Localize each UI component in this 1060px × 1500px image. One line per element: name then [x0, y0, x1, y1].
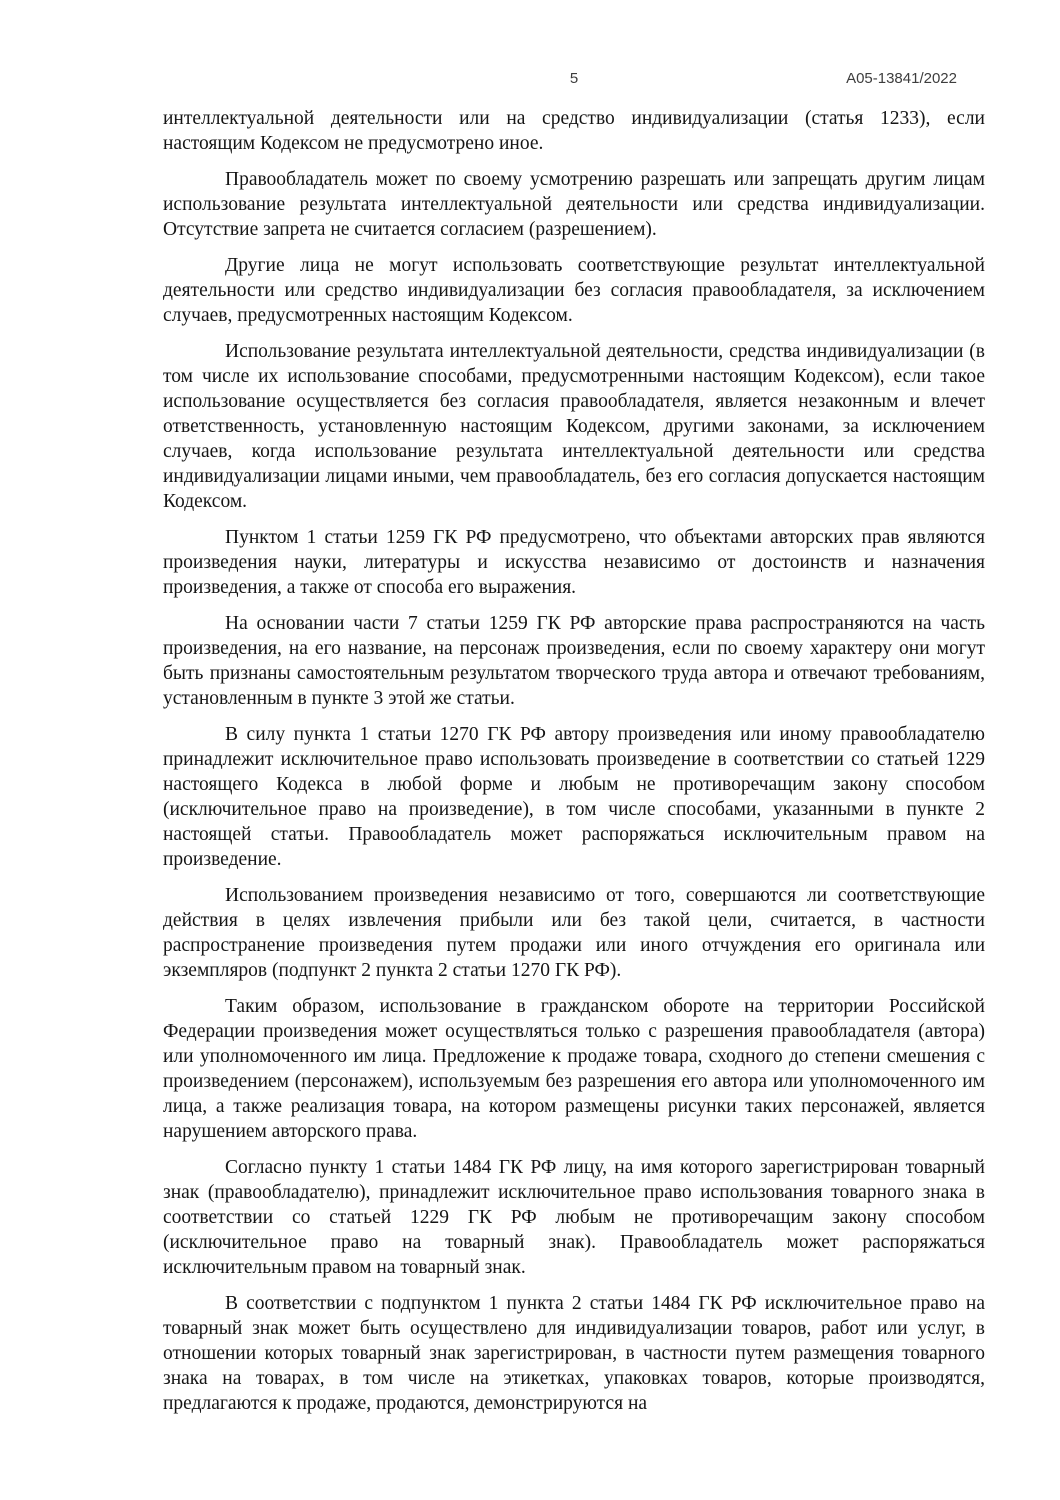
- paragraph: Правообладатель может по своему усмотрению разрешать или запрещать другим лицам использование результата интеллектуальной деятельности или средства индивидуализации. Отсутствие запрета не считается согласием (разрешением).: [163, 169, 985, 240]
- paragraph: Согласно пункту 1 статьи 1484 ГК РФ лицу, на имя которого зарегистрирован товарный знак (правообладателю), принадлежит исключительное право использования товарного знака в соответствии со статьей 1229 ГК РФ любым не противоречащим закону способом (исключительное право на товарный знак). Правообладатель может распоряжаться исключительным правом на товарный знак.: [163, 1157, 985, 1278]
- paragraph: В соответствии с подпунктом 1 пункта 2 статьи 1484 ГК РФ исключительное право на товарный знак может быть осуществлено для индивидуализации товаров, работ или услуг, в отношении которых товарный знак зарегистрирован, в частности путем размещения товарного знака на товарах, в том числе на этикетках, упаковках товаров, которые производятся, предлагаются к продаже, продаются, демонстрируются на: [163, 1293, 985, 1414]
- paragraph: Пунктом 1 статьи 1259 ГК РФ предусмотрено, что объектами авторских прав являются произведения науки, литературы и искусства независимо от достоинств и назначения произведения, а также от способа его выражения.: [163, 527, 985, 598]
- page-number: 5: [569, 70, 579, 87]
- paragraph: интеллектуальной деятельности или на средство индивидуализации (статья 1233), если настоящим Кодексом не предусмотрено иное.: [163, 108, 985, 154]
- case-number: А05-13841/2022: [846, 70, 957, 87]
- paragraph: Использованием произведения независимо от того, совершаются ли соответствующие действия в целях извлечения прибыли или без такой цели, считается, в частности распространение произведения путем продажи или иного отчуждения его оригинала или экземпляров (подпункт 2 пункта 2 статьи 1270 ГК РФ).: [163, 885, 985, 981]
- paragraph: Другие лица не могут использовать соответствующие результат интеллектуальной деятельности или средство индивидуализации без согласия правообладателя, за исключением случаев, предусмотренных настоящим Кодексом.: [163, 255, 985, 326]
- document-body: [163, 106, 985, 1427]
- paragraph: Использование результата интеллектуальной деятельности, средства индивидуализации (в том числе их использование способами, предусмотренными настоящим Кодексом), если такое использование осуществляется без согласия правообладателя, является незаконным и влечет ответственность, установленную настоящим Кодексом, другими законами, за исключением случаев, когда использование результата интеллектуальной деятельности или средства индивидуализации лицами иными, чем правообладатель, без его согласия допускается настоящим Кодексом.: [163, 341, 985, 512]
- paragraph: Таким образом, использование в гражданском обороте на территории Российской Федерации произведения может осуществляться только с разрешения правообладателя (автора) или уполномоченного им лица. Предложение к продаже товара, сходного до степени смешения с произведением (персонажем), используемым без разрешения его автора или уполномоченного им лица, а также реализация товара, на котором размещены рисунки таких персонажей, является нарушением авторского права.: [163, 996, 985, 1142]
- paragraph: На основании части 7 статьи 1259 ГК РФ авторские права распространяются на часть произведения, на его название, на персонаж произведения, если по своему характеру они могут быть признаны самостоятельным результатом творческого труда автора и отвечают требованиям, установленным в пункте 3 этой же статьи.: [163, 613, 985, 709]
- page-header: [163, 70, 985, 90]
- paragraph: В силу пункта 1 статьи 1270 ГК РФ автору произведения или иному правообладателю принадлежит исключительное право использовать произведение в соответствии со статьей 1229 настоящего Кодекса в любой форме и любым не противоречащим закону способом (исключительное право на произведение), в том числе способами, указанными в пункте 2 настоящей статьи. Правообладатель может распоряжаться исключительным правом на произведение.: [163, 724, 985, 870]
